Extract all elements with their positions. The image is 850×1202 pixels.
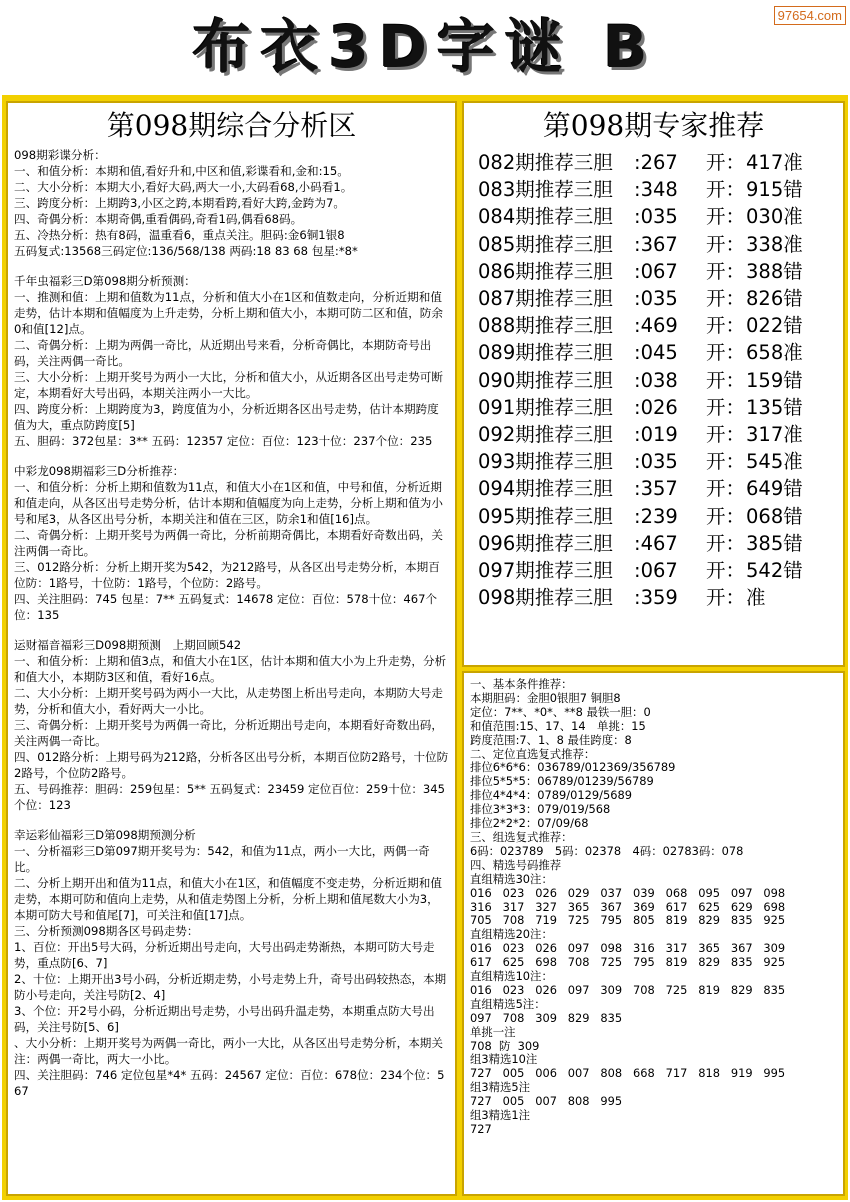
recommendation-result: 915错 — [746, 178, 803, 202]
condition-line: 本期胆码：金胆0银胆7 铜胆8 — [470, 690, 621, 705]
recommendation-period: 097期推荐三胆 — [478, 559, 613, 583]
recommendation-code: :019 — [634, 423, 678, 447]
recommendation-code: :469 — [634, 314, 678, 338]
analysis-line: 三、奇偶分析：上期开奖号为两偶一奇比，分析近期出号走向，本期看好奇数出码，关注两偶一奇比。 — [14, 718, 443, 748]
banner-title: 布衣3D字谜 B — [192, 13, 658, 81]
open-label: 开： — [706, 423, 746, 447]
analysis-line: 四、关注胆码：746 定位包星*4* 五码：24567 定位：百位：678位：234个位：567 — [14, 1068, 445, 1098]
recommendation-code: :067 — [634, 559, 678, 583]
analysis-line: 、大小分析：上期开奖号为两偶一奇比，两小一大比，从各区出号走势分析，本期关注：两偶一奇比，两大一小比。 — [14, 1036, 443, 1066]
open-label: 开： — [706, 178, 746, 202]
recommendation-code: :038 — [634, 368, 678, 392]
open-label: 开： — [706, 477, 746, 501]
condition-line: 四、精选号码推荐 — [470, 857, 562, 872]
recommendation-row — [478, 557, 843, 584]
analysis-line: 2、十位：上期开出3号小码，分析近期走势，小号走势上升，奇号出码较热态，本期防小号走向，关注号防[2、4] — [14, 972, 447, 1002]
analysis-line: 四、奇偶分析：本期奇偶,重看偶码,奇看1码,偶看68码。 — [14, 212, 303, 226]
recommendation-code: :035 — [634, 450, 678, 474]
recommendation-row — [478, 176, 843, 203]
analysis-title: 第098期综合分析区 — [106, 109, 357, 142]
recommendation-code: :035 — [634, 205, 678, 229]
recommendation-code: :035 — [634, 287, 678, 311]
recommendation-period: 083期推荐三胆 — [478, 178, 613, 202]
analysis-line: 一、和值分析：分析上期和值数为11点，和值大小在1区和值，中号和值，分析近期和值走向，从各区出号走势分析，估计本期和值幅度为向上走势，分析上期和值为小号和尾3，从各区出号分析，本期关注和值在三区，防余1和值[16]点。 — [14, 480, 443, 526]
analysis-block-heading: 幸运彩仙福彩三D第098期预测分析 — [14, 828, 196, 842]
recommendation-row — [478, 475, 843, 502]
analysis-line: 二、大小分析：本期大小,看好大码,两大一小,大码看68,小码看1。 — [14, 180, 353, 194]
open-label: 开： — [706, 232, 746, 256]
open-label: 开： — [706, 368, 746, 392]
recommendation-result: 135错 — [746, 395, 803, 419]
open-label: 开： — [706, 151, 746, 174]
recommendation-row — [478, 231, 843, 258]
recommendation-code: :359 — [634, 586, 678, 610]
recommendation-code: :239 — [634, 504, 678, 528]
recommendation-row — [478, 584, 843, 611]
analysis-block — [14, 273, 449, 449]
analysis-line: 一、分析福彩三D第097期开奖号为：542，和值为11点，两小一大比，两偶一奇比。 — [14, 844, 430, 874]
recommendation-row — [478, 312, 843, 339]
recommendation-period: 092期推荐三胆 — [478, 423, 613, 447]
analysis-line: 二、奇偶分析：上期开奖号为两偶一奇比，分析前期奇偶比，本期看好奇数出码，关注两偶一奇比。 — [14, 528, 443, 558]
condition-line: 排位2*2*2：07/09/68 — [470, 816, 589, 831]
recommendation-result: 068错 — [746, 504, 803, 528]
analysis-block — [14, 827, 449, 1099]
recommendation-code: :045 — [634, 341, 678, 365]
open-label: 开： — [706, 559, 746, 583]
recommendation-row — [478, 421, 843, 448]
recommendation-code: :357 — [634, 477, 678, 501]
open-label: 开： — [706, 450, 746, 474]
condition-line: 097 708 309 829 835 — [470, 1010, 623, 1025]
analysis-block-heading: 098期彩谍分析： — [14, 148, 106, 162]
recommendation-row — [478, 530, 843, 557]
conditions-panel — [462, 671, 845, 1196]
recommendation-row — [478, 448, 843, 475]
condition-line: 直组精选10注： — [470, 969, 553, 984]
condition-line: 708 防 309 — [470, 1038, 540, 1053]
recommendation-period: 093期推荐三胆 — [478, 450, 613, 474]
analysis-panel — [6, 101, 457, 1196]
condition-line: 016 023 026 029 037 039 068 095 097 098 — [470, 885, 786, 900]
recommendation-code: :467 — [634, 531, 678, 555]
recommendation-code: :026 — [634, 395, 678, 419]
open-label: 开： — [706, 205, 746, 229]
recommendation-period: 086期推荐三胆 — [478, 259, 613, 283]
analysis-line: 四、012路分析：上期号码为212路，分析各区出号分析，本期百位防2路号，十位防2路号，个位防2路号。 — [14, 750, 449, 780]
analysis-line: 二、分析上期开出和值为11点，和值大小在1区，和值幅度不变走势，分析近期和值走势，本期可防和值向上走势，从和值走势图上分析，分析上期和值尾数大小为3，本期可防大号和值尾[7]，可关注和值[17]点。 — [14, 876, 442, 922]
recommendation-period: 085期推荐三胆 — [478, 232, 613, 256]
analysis-line: 四、跨度分析：上期跨度为3，跨度值为小，分析近期各区出号走势，估计本期跨度值为大，重点防跨度[5] — [14, 402, 439, 432]
recommendation-result: 542错 — [746, 559, 803, 583]
recommendation-result: 030准 — [746, 205, 803, 229]
recommendation-result: 022错 — [746, 314, 803, 338]
recommendation-period: 088期推荐三胆 — [478, 314, 613, 338]
open-label: 开： — [706, 314, 746, 338]
analysis-line: 五、胆码：372包星：3** 五码：12357 定位：百位：123十位：237个位：235 — [14, 434, 433, 448]
analysis-line: 3、个位：开2号小码，分析近期出号走势，小号出码升温走势，本期重点防大号出码，关注号防[5、6] — [14, 1004, 435, 1034]
recommendation-code: :267 — [634, 151, 678, 174]
recommendation-period: 082期推荐三胆 — [478, 151, 613, 174]
condition-line: 定位：7**、*0*、**8 最铁一胆：0 — [470, 704, 651, 719]
analysis-line: 1、百位：开出5号大码，分析近期出号走向，大号出码走势渐热，本期可防大号走势，重点防[6、7] — [14, 940, 435, 970]
recommendation-result: 649错 — [746, 477, 803, 501]
analysis-line: 五码复式:13568三码定位:136/568/138 两码:18 83 68 包星:*8* — [14, 244, 358, 258]
condition-line: 6码：023789 5码：02378 4码：02783码：078 — [470, 843, 744, 858]
analysis-line: 三、分析预测098期各区号码走势： — [14, 924, 199, 938]
analysis-body — [8, 145, 455, 1099]
open-label: 开： — [706, 287, 746, 311]
recommendation-row — [478, 339, 843, 366]
recommendation-period: 096期推荐三胆 — [478, 531, 613, 555]
analysis-line: 三、012路分析：分析上期开奖为542，为212路号，从各区出号走势分析，本期百位防：1路号，十位防：1路号，个位防：2路号。 — [14, 560, 440, 590]
analysis-block — [14, 463, 449, 623]
recommendation-result: 338准 — [746, 232, 803, 256]
condition-line: 727 005 007 808 995 — [470, 1094, 623, 1109]
recommendation-row — [478, 394, 843, 421]
open-label: 开： — [706, 504, 746, 528]
open-label: 开： — [706, 395, 746, 419]
banner — [0, 0, 850, 95]
analysis-block-heading: 千年虫福彩三D第098期分析预测： — [14, 274, 196, 288]
condition-line: 016 023 026 097 098 316 317 365 367 309 — [470, 941, 786, 956]
analysis-block — [14, 637, 449, 813]
condition-line: 727 — [470, 1122, 492, 1136]
recommendation-period: 090期推荐三胆 — [478, 368, 613, 392]
recommendation-code: :348 — [634, 178, 678, 202]
recommendation-row — [478, 285, 843, 312]
recommendation-code: :367 — [634, 232, 678, 256]
condition-line: 617 625 698 708 725 795 819 829 835 925 — [470, 955, 786, 970]
recommendation-row — [478, 258, 843, 285]
recommendation-period: 098期推荐三胆 — [478, 586, 613, 610]
recommendation-period: 091期推荐三胆 — [478, 395, 613, 419]
site-watermark[interactable]: 97654.com — [774, 6, 846, 25]
expert-panel — [462, 101, 845, 667]
analysis-block — [14, 147, 449, 259]
condition-line: 一、基本条件推荐： — [470, 677, 573, 691]
condition-line: 727 005 006 007 808 668 717 818 919 995 — [470, 1066, 786, 1081]
condition-line: 直组精选30注： — [470, 871, 553, 886]
condition-line: 单挑一注 — [470, 1024, 516, 1039]
recommendation-result: 385错 — [746, 531, 803, 555]
recommendation-result: 658准 — [746, 341, 803, 365]
recommendation-result: 417准 — [746, 151, 803, 174]
recommendation-period: 089期推荐三胆 — [478, 341, 613, 365]
analysis-line: 一、推测和值：上期和值数为11点，分析和值大小在1区和值数走向，分析近期和值走势，估计本期和值幅度为上升走势，分析上期和值大小，本期可防二区和值，防余0和值[12]点。 — [14, 290, 443, 336]
recommendation-period: 094期推荐三胆 — [478, 477, 613, 501]
condition-line: 二、定位直选复式推荐： — [470, 746, 596, 761]
analysis-block-heading: 运财福音福彩三D098期预测 上期回顾542 — [14, 638, 242, 652]
condition-line: 三、组选复式推荐： — [470, 829, 573, 844]
recommendation-code: :067 — [634, 259, 678, 283]
recommendation-result: 388错 — [746, 259, 803, 283]
recommendation-row — [478, 367, 843, 394]
condition-line: 跨度范围:7、1、8 最佳跨度：8 — [470, 732, 632, 747]
condition-line: 直组精选5注： — [470, 996, 546, 1011]
condition-line: 016 023 026 097 309 708 725 819 829 835 — [470, 982, 786, 997]
recommendation-row — [478, 149, 843, 176]
recommendation-result: 317准 — [746, 423, 803, 447]
conditions-body — [464, 673, 843, 1137]
condition-line: 排位6*6*6：036789/012369/356789 — [470, 760, 676, 775]
condition-line: 组3精选5注 — [470, 1080, 531, 1095]
recommendation-row — [478, 203, 843, 230]
condition-line: 组3精选1注 — [470, 1108, 531, 1123]
analysis-line: 二、大小分析：上期开奖号码为两小一大比，从走势图上析出号走向，本期防大号走势，分析和值大小，看好两大一小比。 — [14, 686, 443, 716]
open-label: 开： — [706, 259, 746, 283]
condition-line: 705 708 719 725 795 805 819 829 835 925 — [470, 913, 786, 928]
analysis-line: 四、关注胆码：745 包星：7** 五码复式：14678 定位：百位：578十位：467个位：135 — [14, 592, 438, 622]
recommendation-list — [464, 149, 843, 611]
analysis-line: 一、和值分析：上期和值3点，和值大小在1区，估计本期和值大小为上升走势，分析和值大小，本期防3区和值，看好16点。 — [14, 654, 447, 684]
analysis-line: 五、号码推荐：胆码：259包星：5** 五码复式：23459 定位百位：259十位：345个位：123 — [14, 782, 446, 812]
open-label: 开： — [706, 586, 746, 610]
condition-line: 直组精选20注： — [470, 927, 553, 942]
analysis-line: 五、冷热分析：热有8码，温重看6，重点关注。胆码:金6铜1银8 — [14, 228, 345, 242]
condition-line: 排位4*4*4：0789/0129/5689 — [470, 788, 632, 803]
recommendation-result: 545准 — [746, 450, 803, 474]
analysis-block-heading: 中彩龙098期福彩三D分析推荐： — [14, 464, 185, 478]
recommendation-row — [478, 503, 843, 530]
condition-line: 组3精选10注 — [470, 1052, 538, 1067]
condition-line: 排位3*3*3：079/019/568 — [470, 802, 611, 817]
analysis-line: 二、奇偶分析：上期为两偶一奇比，从近期出号来看，分析奇偶比，本期防奇号出码，关注两偶一奇比。 — [14, 338, 432, 368]
condition-line: 和值范围:15、17、14 单挑：15 — [470, 718, 646, 733]
recommendation-result: 826错 — [746, 287, 803, 311]
recommendation-period: 095期推荐三胆 — [478, 504, 613, 528]
recommendation-period: 084期推荐三胆 — [478, 205, 613, 229]
recommendation-period: 087期推荐三胆 — [478, 287, 613, 311]
condition-line: 316 317 327 365 367 369 617 625 629 698 — [470, 899, 786, 914]
open-label: 开： — [706, 531, 746, 555]
analysis-line: 一、和值分析：本期和值,看好升和,中区和值,彩谍看和,金和:15。 — [14, 164, 349, 178]
analysis-line: 三、跨度分析：上期跨3,小区之跨,本期看跨,看好大跨,金跨为7。 — [14, 196, 345, 210]
analysis-line: 三、大小分析：上期开奖号为两小一大比，分析和值大小，从近期各区出号走势可断定，本期看好大号出码，本期关注两小一大比。 — [14, 370, 443, 400]
condition-line: 排位5*5*5：06789/01239/56789 — [470, 774, 654, 789]
recommendation-result: 159错 — [746, 368, 803, 392]
open-label: 开： — [706, 341, 746, 365]
expert-title: 第098期专家推荐 — [542, 109, 765, 142]
recommendation-result: 准 — [746, 586, 766, 610]
